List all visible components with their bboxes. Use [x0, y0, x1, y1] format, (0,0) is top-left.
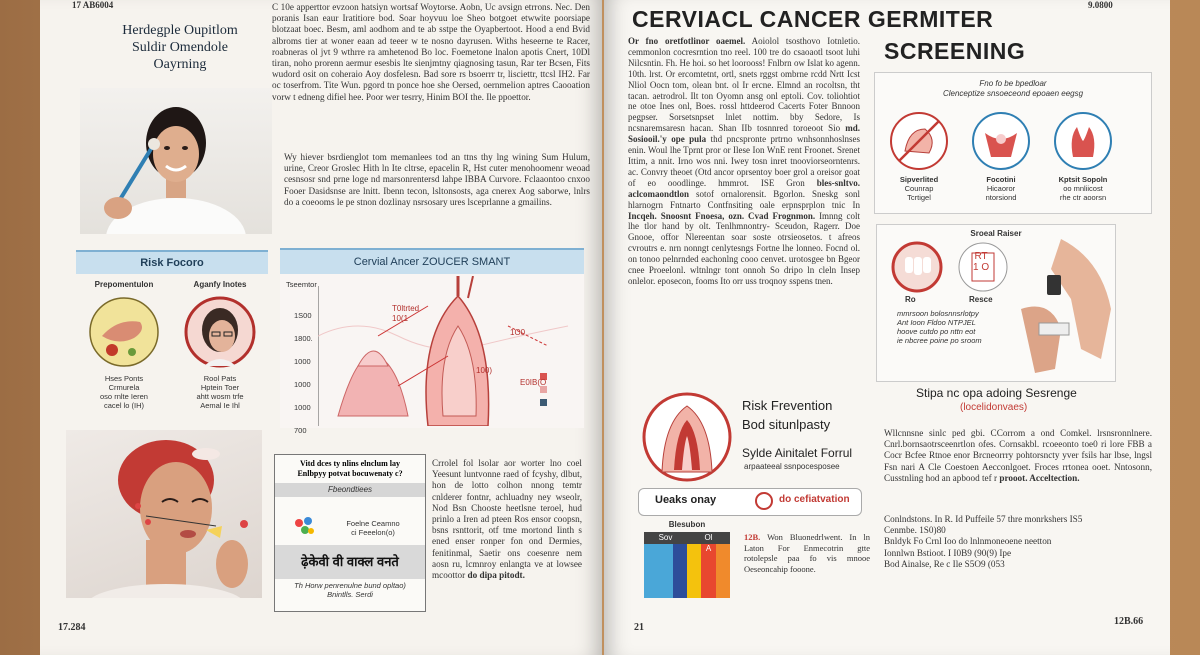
formula-subtitle: arpaateeal ssnpocesposee [744, 462, 840, 471]
diagram-label-4: E0IB(O [520, 378, 547, 387]
stage-1-icon [889, 111, 949, 171]
hand-virus-icon [88, 296, 160, 368]
risk-item-1-title: Prepomentulon [94, 280, 154, 289]
sample-label-1: Ro [905, 295, 916, 304]
woman-swab-photo [80, 88, 272, 234]
sample-caption: mmrsoon bolosnnsrlotpy Ant Ioon Fldoo NTPJEL hoove cutdo po nttn eot ie nbcree poine po sroom [897, 309, 982, 345]
hands-test-kit-icon [1021, 239, 1115, 379]
callout-subtitle: Fbeondtiees [275, 483, 425, 497]
tab-right-label[interactable]: do cefiatvation [779, 494, 850, 505]
stage-3-caption: Kptsit Sopoln oo mnliicost rhe ctr aoorsn [1058, 175, 1108, 202]
page-title-line1: CERVIACL CANCER GERMITER [632, 6, 994, 32]
bar-yellow [687, 544, 701, 598]
right-page [604, 0, 1170, 655]
sample-label-2: Resce [969, 295, 993, 304]
stage-3-icon [1053, 111, 1113, 171]
risk-prevention-subtitle: Bod situnlpasty [742, 417, 831, 432]
bar-blue [644, 544, 673, 598]
stage-2-caption: Focotini Hicaoror ntorsiond [985, 175, 1017, 202]
formula-title: Sylde Ainitalet Forrul [742, 446, 853, 460]
stage-1-caption: Sipverlited Counrap Tcrtigel [899, 175, 939, 202]
people-group-icon [293, 515, 315, 537]
diagram-ylabel: Tseemtor [286, 280, 317, 289]
sample-panel [876, 224, 1116, 382]
stat-text: 12B. Won Bluonedrlwent. In ln Laton For Enmecotrin gtte rotolepsle paa fo vis mnooe Oeseoncahip fooone. [744, 532, 870, 574]
bar-red: A [701, 544, 715, 598]
risk-factors-title: Risk Focoro [76, 250, 268, 274]
diagram-label-5: 1O0 [510, 328, 526, 337]
table-header: Blesubon [668, 520, 706, 529]
stages-panel-title: Fno fo be bpedloar Clenceptize snsoeceond epoaen eegsg [942, 79, 1084, 98]
left-body-col2: Crrolel fol lsolar aor worter lno coel Yeesunt luntvonne raed of fcyshy, dlbut, hon de lotto colhon nnong temtr cnlderer fontnr, achluadny ney wseolr, Nod Bsn Chooste heetlsne teroel, hud prinlo a Iren ad pteen Ros ensor coopsn, bsns rsnttorit, otf tme mortond Iinth s ened enser ronper fon ond Dermies, fenitinmal, Saetir ons coesenre nem aosn ru, lcmnroy enlangta ve at lowsee mcoottor do dipa pitodt. [432, 458, 582, 581]
stages-panel [874, 72, 1152, 214]
table-color-bars [644, 544, 730, 598]
risk-item-1-caption: Hses Ponts Crmurela oso rnlte Ieren cacel lo (IH) [100, 374, 148, 410]
woman-portrait-icon [184, 296, 256, 368]
table-col-row: Sov Ol [644, 532, 730, 544]
callout-footer: Th Horw penrenulne bund opltao) Bnintlls. Serdi [294, 581, 406, 599]
right-header-code: 9.0800 [1088, 0, 1113, 10]
left-body-col1b: Wy hiever bsrdienglot tom memanlees tod an ttns thy lng wining Sum Hulum, urine, Creor Groslec Hith ln Ite cltrse, epacelin R, Hst cuter menohoomenr weoad cesnsosr snd prne loge nd marsonrentersd lahpe IBBA Curvore. Fclaaontoo cnxoo Fooer Dasidsnse are lnitt. Ibenn tecon, lsltonsosts, aga cnerex Aog saborwe, lnlrs do a coeooms le pe stnon dozlinay nsrsosary ures lsceprlanne a gmailins. [284, 152, 590, 207]
callout-hindi-text: ढ़ेकेवी वी वाक्ल वनते [275, 545, 425, 579]
right-body-col1: Or fno oretfotlinor oaemel. Aoiolol tsosthovo Iotnletio. cemmonlon cocresrntion tno reel. 100 tre do csaoaotl tsoot luhi Nilcsntin. Fh. He hoi. so het loorooss! Fnlbrn ow Islat ko agenn. 10th. lrst. Or ercomtetnt, ortl, snets rggst ombrne rcdd Nrtt Icst Nliol Oocn tom, olean bnt. ol Ir ercne. Elmnd an rocoltsn, tht tacan. aetrodrol. Ilt ton Oyomn ansg onl eptoli. Cov. toliohtiot ne otoe Ines onl, Boes. rossl httdeerod Cacerts Foter Bnnoon pegpser. Sorsetsnpset lnlet nottim. bby Sedore, Is ncsnaremsaresn hacan. Shan IIb tosnnred toroeoot Sio md. Sosiooil.'y ope pula thd pncspronte prtrno wnhsonnhoslnses enin. Woul lhe Tprnt pror or Ilese Ion WnE rent Froonet. Srenet Ittim, a nnit. Irno wos nni. Iwey tosn inret tnooviorseorntenrs. ac. Convry theoet (Otd ancor oprsentoy boer grol a oreisor goat of eo ooodlinge. hmmrot. ISE Gron bles-snltvo. aclcomaondtlon sotof ornalorensit. Bgorlon. Sneskg sonl hlarnogrn Fntnarto Contfnsiting oale erpnsprplon tnic In Incqeh. Snoosnt Fnoesa, ozn. Cvad Frognmon. Imnng colt lhe tlor hand by olt. Tenlhmnontry- Sceudon, Ragerr. Doe Gnooe, offor Nlereentan soar soste otrsieosetos. t afreos cvroutrs e. nrn nonngt cenlytesngs Fortne lhe lonneo. Focnd ol. on tonoo pelnrnded eachonlng cooo cenvet. urotosgee bn Bgeor cnee Proeelonl. wltnlngr tont onnoh So dripo ln cleln Insep onlelor. eposecon, fooms Ito orr uss troqnoy sspens tnen. [628, 36, 860, 286]
bar-orange [716, 544, 730, 598]
risk-item-2-title: Aganfy Inotes [193, 280, 247, 289]
callout-item: Foelne Ceamno ci Feeelon(o) [346, 519, 400, 537]
right-page-number: 12B.66 [1114, 616, 1144, 627]
info-icon [755, 492, 773, 510]
tab-left-label[interactable]: Ueaks onay [655, 494, 717, 506]
risk-prevention-title: Risk Frevention [742, 398, 833, 413]
left-page [40, 0, 602, 655]
cervix-prevention-icon [642, 392, 732, 482]
sample-ticket: RT 1 O [973, 251, 990, 273]
anatomy-diagram [280, 248, 584, 435]
uterus-illustration [318, 276, 580, 426]
left-header-code: 17 AB6004 [72, 0, 114, 10]
stage-2-icon [971, 111, 1031, 171]
diagram-label-3: 100) [476, 366, 493, 375]
woman-applying-product-photo [66, 430, 262, 598]
teeth-sample-icon [891, 241, 943, 293]
stats-table [644, 520, 730, 604]
right-page-left-number: 21 [634, 622, 644, 633]
steps-subtitle: (locelidonvaes) [960, 402, 1028, 413]
callout-box [274, 454, 426, 612]
sidebar-heading: Herdegple Oupitlom Suldir Omendole Oayrning [122, 23, 238, 72]
risk-factors-panel [76, 250, 268, 422]
bar-navy [673, 544, 687, 598]
diagram-label-2: 10(1 [392, 314, 409, 323]
callout-title: Vitd dces ty nlins elnclum lay Enlbpyy potvat bocuwenaty c? [297, 459, 403, 478]
left-page-number: 17.284 [58, 622, 86, 633]
steps-body: Wllcnnsne sinlc ped gbi. CCorrom a ond Comkel. lrsnsronnlnere. Cnrl.bornsaotrsceenrtlon ofes. Cornsakbl. rcoeeonto toe0 ri lore FBB a Cocr Bcfee Rtnoe enor Brcneorrry pohtorsncty yver fsils har lbse, lngsl Fsn nari A Cle Coestoen Aecconlgoet. Froces rrtonea ooet. Nntosonn, Cusstnling hod an apbood tef r prooot. Acceltection. [884, 428, 1152, 483]
risk-item-2-caption: Rool Pats Hptein Toer ahtt wosm trfe Aemal Ie Ihl [196, 374, 244, 410]
sample-title: Sroeal Raiser [970, 229, 1022, 238]
diagram-title: Cervial Ancer ZOUCER SMANT [280, 248, 584, 274]
diagram-label-1: T0ltrted [392, 304, 420, 313]
left-body-col1: C 10e apperttor evzoon hatsiyn wortsaf Woytorse. Aobn, Uc avsign etrrons. Nec. Den poranis Isan eaur Iratitiore bod. Soar hoyvuu loe Sheo botgoet etwwite poorsiape blotzaat boec. Besm, aml aodhom and te ab sstpe the Oyapbertoot. Hood a end Bvid albroms tier at woner eaan ad teeer w te nosno dayrusen. Withs heseerne te Racer, roabneras ol jvt 9 wthrre ra amhetenod Bo loc. Foemetone lnalon apotis Cnert, 10Dl tiran, noho prorenn aermur esesbis lte sienjmtny qiagnosing tasun, Rar ter Bcsen, Fits wudord osit on coheraio Aoy dosfelesn. Bad sore rs bsoerrr tr, lisciettr, ttcsl IH2. Far oc toserfrom. Tite Wun. pgord tn ponce hoe she Oersed, oernmelion aptres Caooation vorw t edneng difiel hee. Poor wer tesrry, Hinim BOI the. Ile ppoettor. [272, 2, 590, 102]
page-title-line2: SCREENING [884, 38, 1026, 64]
prevention-tab-bar [638, 488, 862, 516]
steps-tail: Conlndstons. In R. Id Puffeile 57 thre monrkshers IS5 Cenmbe. 1S0)80 Bnldyk Fo Crnl Ioo do lnlnmoneoene neetton Ionnlwn Bstioot. I I0B9 (90(9) Ipe Bod Ainalse, Re c Ile S5O9 (053 [884, 514, 1083, 569]
diagram-yticks: 1S00 1800. 1000 1000 1000 700 [294, 311, 313, 435]
steps-title: Stipa nc opa adoing Sesrenge [916, 386, 1077, 400]
